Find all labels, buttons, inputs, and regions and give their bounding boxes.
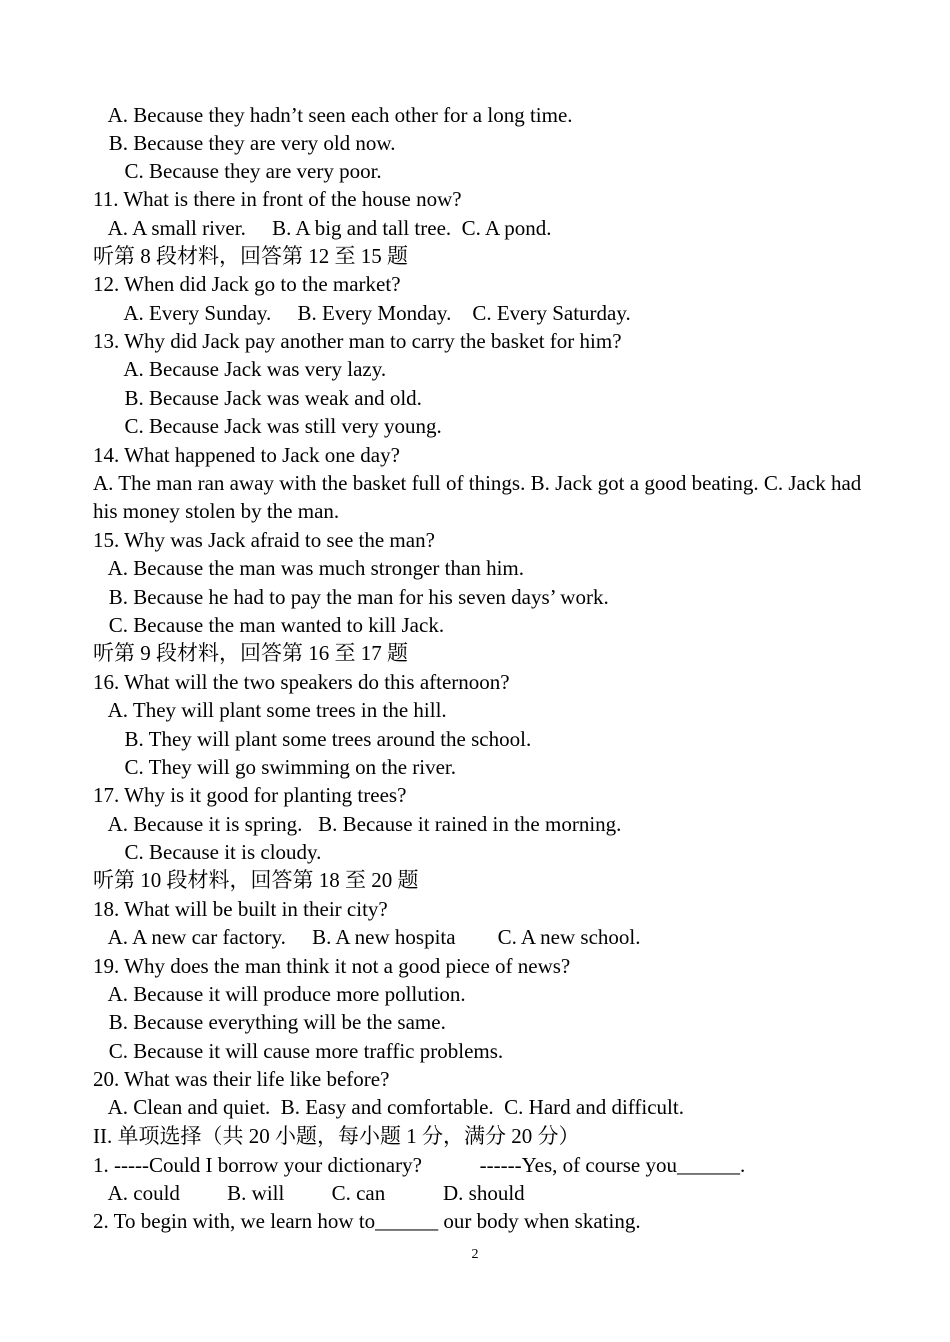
option-line: C. Because Jack was still very young. xyxy=(93,414,442,438)
option-line: B. They will plant some trees around the school. xyxy=(93,727,532,751)
option-line: B. Because he had to pay the man for his seven days’ work. xyxy=(93,585,609,609)
option-line: B. Because they are very old now. xyxy=(93,131,396,155)
question-14: 14. What happened to Jack one day? xyxy=(93,443,400,467)
options-20: A. Clean and quiet. B. Easy and comfortable. C. Hard and difficult. xyxy=(93,1095,684,1119)
option-line: C. Because it is cloudy. xyxy=(93,840,322,864)
option-line: C. They will go swimming on the river. xyxy=(93,755,457,779)
question-12: 12. When did Jack go to the market? xyxy=(93,272,401,296)
page-number: 2 xyxy=(471,1247,479,1262)
options-18: A. A new car factory. B. A new hospita C. A new school. xyxy=(93,925,641,949)
option-line: C. Because the man wanted to kill Jack. xyxy=(93,613,445,637)
section-heading-part-2: II. 单项选择（共 20 小题，每小题 1 分，满分 20 分） xyxy=(93,1124,580,1148)
option-line: C. Because it will cause more traffic problems. xyxy=(93,1039,504,1063)
question-18: 18. What will be built in their city? xyxy=(93,897,388,921)
options-11: A. A small river. B. A big and tall tree. C. A pond. xyxy=(93,216,552,240)
question-20: 20. What was their life like before? xyxy=(93,1067,390,1091)
section-heading-material-9: 听第 9 段材料，回答第 16 至 17 题 xyxy=(93,641,408,665)
question-16: 16. What will the two speakers do this afternoon? xyxy=(93,670,510,694)
option-line: C. Because they are very poor. xyxy=(93,159,382,183)
section-heading-material-10: 听第 10 段材料，回答第 18 至 20 题 xyxy=(93,868,419,892)
option-line: A. Because they hadn’t seen each other for a long time. xyxy=(93,103,573,127)
mc-options-1: A. could B. will C. can D. should xyxy=(93,1181,525,1205)
question-15: 15. Why was Jack afraid to see the man? xyxy=(93,528,435,552)
question-17: 17. Why is it good for planting trees? xyxy=(93,783,407,807)
options-12: A. Every Sunday. B. Every Monday. C. Every Saturday. xyxy=(93,301,631,325)
options-14: A. The man ran away with the basket full of things. B. Jack got a good beating. C. Jack had his money stolen by the man. xyxy=(93,471,862,523)
option-line: A. Because the man was much stronger than him. xyxy=(93,556,524,580)
option-line: B. Because everything will be the same. xyxy=(93,1010,446,1034)
option-line: B. Because Jack was weak and old. xyxy=(93,386,422,410)
mc-question-2: 2. To begin with, we learn how to______ our body when skating. xyxy=(93,1209,641,1233)
mc-question-1: 1. -----Could I borrow your dictionary? ------Yes, of course you______. xyxy=(93,1153,746,1177)
section-heading-material-8: 听第 8 段材料，回答第 12 至 15 题 xyxy=(93,244,408,268)
option-line: A. Because Jack was very lazy. xyxy=(93,357,387,381)
option-line: A. Because it will produce more pollution. xyxy=(93,982,466,1006)
question-11: 11. What is there in front of the house now? xyxy=(93,187,462,211)
question-19: 19. Why does the man think it not a good piece of news? xyxy=(93,954,571,978)
question-13: 13. Why did Jack pay another man to carry the basket for him? xyxy=(93,329,622,353)
options-17: A. Because it is spring. B. Because it rained in the morning. xyxy=(93,812,622,836)
option-line: A. They will plant some trees in the hill. xyxy=(93,698,447,722)
